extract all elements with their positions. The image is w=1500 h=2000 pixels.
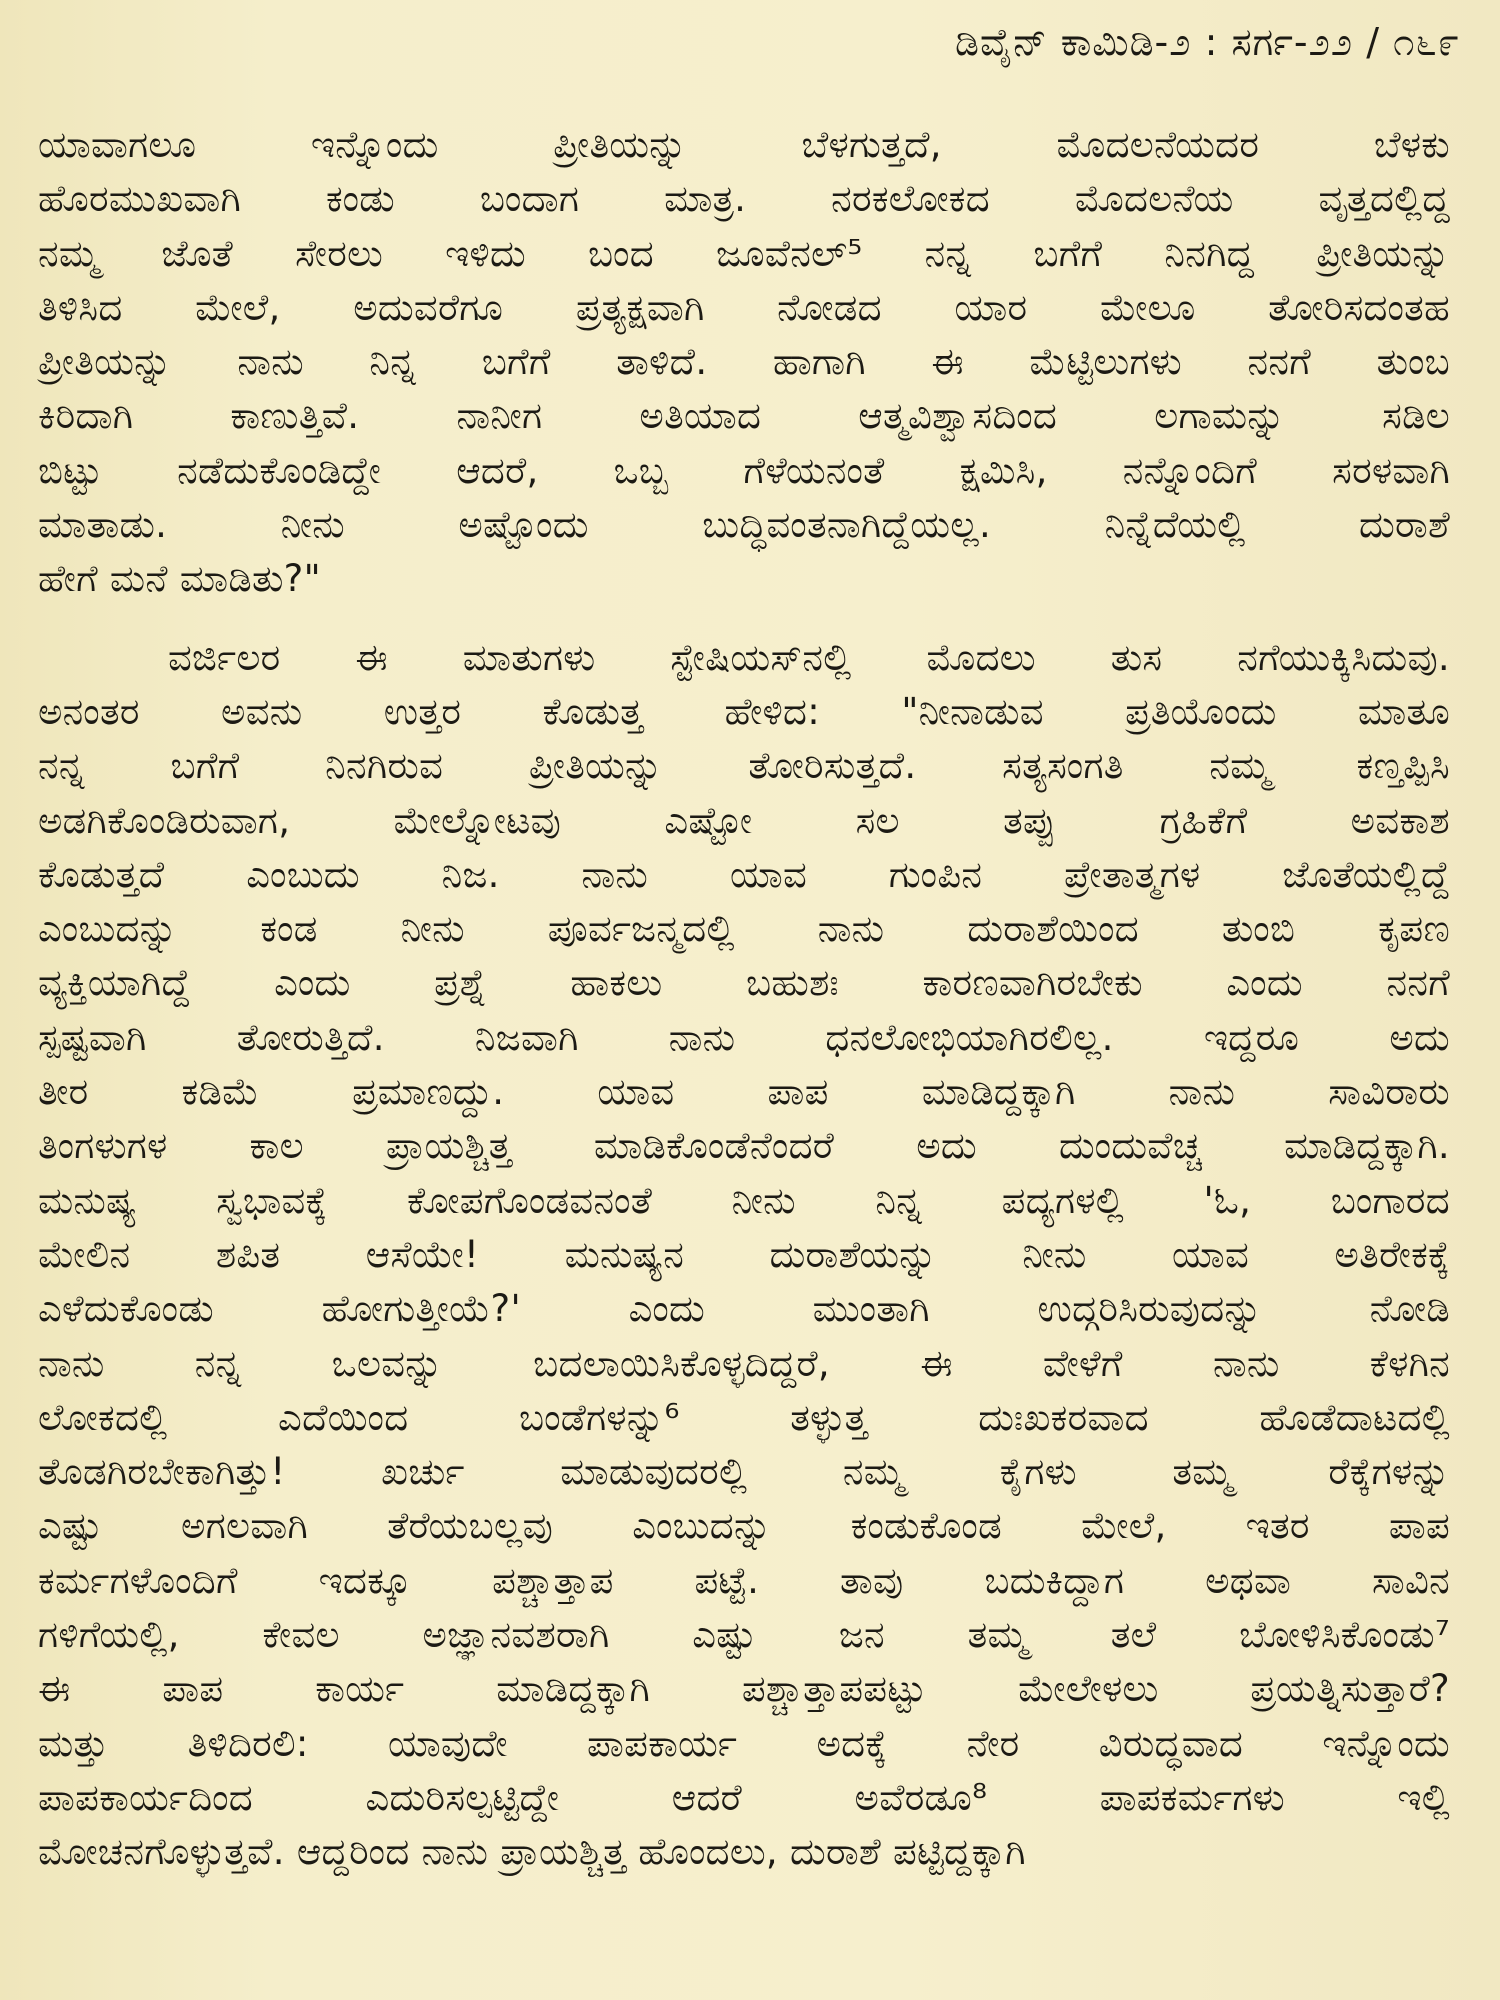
running-header: ಡಿವೈನ್ ಕಾಮಿಡಿ-೨ : ಸರ್ಗ-೨೨ / ೧೬೯ [955,20,1460,64]
text-line: ಹೊರಮುಖವಾಗಿ ಕಂಡು ಬಂದಾಗ ಮಾತ್ರ. ನರಕಲೋಕದ ಮೊದಲನೆಯ ವೃತ್ತದಲ್ಲಿದ್ದ [38,177,1450,221]
text-line: ಅನಂತರ ಅವನು ಉತ್ತರ ಕೊಡುತ್ತ ಹೇಳಿದ: "ನೀನಾಡುವ ಪ್ರತಿಯೊಂದು ಮಾತೂ [38,689,1450,733]
text-line: ತೀರ ಕಡಿಮೆ ಪ್ರಮಾಣದ್ದು. ಯಾವ ಪಾಪ ಮಾಡಿದ್ದಕ್ಕಾಗಿ ನಾನು ಸಾವಿರಾರು [38,1070,1450,1114]
text-line: ಮೇಲಿನ ಶಪಿತ ಆಸೆಯೇ! ಮನುಷ್ಯನ ದುರಾಶೆಯನ್ನು ನೀನು ಯಾವ ಅತಿರೇಕಕ್ಕೆ [38,1232,1450,1276]
text-line: ಪ್ರೀತಿಯನ್ನು ನಾನು ನಿನ್ನ ಬಗೆಗೆ ತಾಳಿದೆ. ಹಾಗಾಗಿ ಈ ಮೆಟ್ಟಿಲುಗಳು ನನಗೆ ತುಂಬ [38,340,1450,384]
text-line: ಅಡಗಿಕೊಂಡಿರುವಾಗ, ಮೇಲ್ನೋಟವು ಎಷ್ಟೋ ಸಲ ತಪ್ಪು ಗ್ರಹಿಕೆಗೆ ಅವಕಾಶ [38,798,1450,842]
text-line: ಯಾವಾಗಲೂ ಇನ್ನೊಂದು ಪ್ರೀತಿಯನ್ನು ಬೆಳಗುತ್ತದೆ, ಮೊದಲನೆಯದರ ಬೆಳಕು [38,123,1450,166]
text-line: ಮೋಚನಗೊಳ್ಳುತ್ತವೆ. ಆದ್ದರಿಂದ ನಾನು ಪ್ರಾಯಶ್ಚಿತ್ತ ಹೊಂದಲು, ದುರಾಶೆ ಪಟ್ಟಿದ್ದಕ್ಕಾಗಿ [38,1830,1026,1874]
paragraph-1 [38,118,1450,607]
text-line: ಹೇಗೆ ಮನೆ ಮಾಡಿತು?" [38,557,321,601]
text-line: ಮನುಷ್ಯ ಸ್ವಭಾವಕ್ಕೆ ಕೋಪಗೊಂಡವನಂತೆ ನೀನು ನಿನ್ನ ಪದ್ಯಗಳಲ್ಲಿ 'ಓ, ಬಂಗಾರದ [38,1178,1450,1222]
text-line: ಕಿರಿದಾಗಿ ಕಾಣುತ್ತಿವೆ. ನಾನೀಗ ಅತಿಯಾದ ಆತ್ಮವಿಶ್ವಾಸದಿಂದ ಲಗಾಮನ್ನು ಸಡಿಲ [38,394,1450,438]
text-line: ಕೊಡುತ್ತದೆ ಎಂಬುದು ನಿಜ. ನಾನು ಯಾವ ಗುಂಪಿನ ಪ್ರೇತಾತ್ಮಗಳ ಜೊತೆಯಲ್ಲಿದ್ದೆ [38,852,1450,896]
text-line: ಎಷ್ಟು ಅಗಲವಾಗಿ ತೆರೆಯಬಲ್ಲವು ಎಂಬುದನ್ನು ಕಂಡುಕೊಂಡ ಮೇಲೆ, ಇತರ ಪಾಪ [38,1504,1450,1548]
text-line: ಮತ್ತು ತಿಳಿದಿರಲಿ: ಯಾವುದೇ ಪಾಪಕಾರ್ಯ ಅದಕ್ಕೆ ನೇರ ವಿರುದ್ಧವಾದ ಇನ್ನೊಂದು [38,1721,1450,1765]
text-line: ಸ್ಪಷ್ಟವಾಗಿ ತೋರುತ್ತಿದೆ. ನಿಜವಾಗಿ ನಾನು ಧನಲೋಭಿಯಾಗಿರಲಿಲ್ಲ. ಇದ್ದರೂ ಅದು [38,1015,1450,1059]
page-body [38,118,1450,1880]
text-line: ವರ್ಜಿಲರ ಈ ಮಾತುಗಳು ಸ್ಟೇಷಿಯಸ್‌ನಲ್ಲಿ ಮೊದಲು ತುಸ ನಗೆಯುಕ್ಕಿಸಿದುವು. [168,635,1450,679]
text-line: ವ್ಯಕ್ತಿಯಾಗಿದ್ದೆ ಎಂದು ಪ್ರಶ್ನೆ ಹಾಕಲು ಬಹುಶಃ ಕಾರಣವಾಗಿರಬೇಕು ಎಂದು ನನಗೆ [38,961,1450,1005]
text-line: ನಮ್ಮ ಜೊತೆ ಸೇರಲು ಇಳಿದು ಬಂದ ಜೂವೆನಲ್⁵ ನನ್ನ ಬಗೆಗೆ ನಿನಗಿದ್ದ ಪ್ರೀತಿಯನ್ನು [38,231,1450,275]
paragraph-2 [38,631,1450,1880]
text-line: ಎಳೆದುಕೊಂಡು ಹೋಗುತ್ತೀಯೆ?' ಎಂದು ಮುಂತಾಗಿ ಉದ್ಗರಿಸಿರುವುದನ್ನು ನೋಡಿ [38,1287,1450,1331]
text-line: ತಿಳಿಸಿದ ಮೇಲೆ, ಅದುವರೆಗೂ ಪ್ರತ್ಯಕ್ಷವಾಗಿ ನೋಡದ ಯಾರ ಮೇಲೂ ತೋರಿಸದಂತಹ [38,285,1450,329]
text-line: ಎಂಬುದನ್ನು ಕಂಡ ನೀನು ಪೂರ್ವಜನ್ಮದಲ್ಲಿ ನಾನು ದುರಾಶೆಯಿಂದ ತುಂಬಿ ಕೃಪಣ [38,907,1450,951]
text-line: ಲೋಕದಲ್ಲಿ ಎದೆಯಿಂದ ಬಂಡೆಗಳನ್ನು⁶ ತಳ್ಳುತ್ತ ದುಃಖಕರವಾದ ಹೊಡೆದಾಟದಲ್ಲಿ [38,1395,1450,1439]
text-line: ತಿಂಗಳುಗಳ ಕಾಲ ಪ್ರಾಯಶ್ಚಿತ್ತ ಮಾಡಿಕೊಂಡೆನೆಂದರೆ ಅದು ದುಂದುವೆಚ್ಚ ಮಾಡಿದ್ದಕ್ಕಾಗಿ. [38,1124,1450,1168]
text-line: ಕರ್ಮಗಳೊಂದಿಗೆ ಇದಕ್ಕೂ ಪಶ್ಚಾತ್ತಾಪ ಪಟ್ಟೆ. ತಾವು ಬದುಕಿದ್ದಾಗ ಅಥವಾ ಸಾವಿನ [38,1558,1450,1602]
text-line: ಮಾತಾಡು. ನೀನು ಅಷ್ಟೊಂದು ಬುದ್ಧಿವಂತನಾಗಿದ್ದೆಯಲ್ಲ. ನಿನ್ನೆದೆಯಲ್ಲಿ ದುರಾಶೆ [38,503,1450,547]
text-line: ನಾನು ನನ್ನ ಒಲವನ್ನು ಬದಲಾಯಿಸಿಕೊಳ್ಳದಿದ್ದರೆ, ಈ ವೇಳೆಗೆ ನಾನು ಕೆಳಗಿನ [38,1341,1450,1385]
text-line: ಬಿಟ್ಟು ನಡೆದುಕೊಂಡಿದ್ದೇ ಆದರೆ, ಒಬ್ಬ ಗೆಳೆಯನಂತೆ ಕ್ಷಮಿಸಿ, ನನ್ನೊಂದಿಗೆ ಸರಳವಾಗಿ [38,448,1450,492]
text-line: ಗಳಿಗೆಯಲ್ಲಿ, ಕೇವಲ ಅಜ್ಞಾನವಶರಾಗಿ ಎಷ್ಟು ಜನ ತಮ್ಮ ತಲೆ ಬೋಳಿಸಿಕೊಂಡು⁷ [38,1613,1450,1657]
text-line: ನನ್ನ ಬಗೆಗೆ ನಿನಗಿರುವ ಪ್ರೀತಿಯನ್ನು ತೋರಿಸುತ್ತದೆ. ಸತ್ಯಸಂಗತಿ ನಮ್ಮ ಕಣ್ತಪ್ಪಿಸಿ [38,744,1450,788]
text-line: ಪಾಪಕಾರ್ಯದಿಂದ ಎದುರಿಸಲ್ಪಟ್ಟಿದ್ದೇ ಆದರೆ ಅವೆರಡೂ⁸ ಪಾಪಕರ್ಮಗಳು ಇಲ್ಲಿ [38,1775,1450,1819]
text-line: ತೊಡಗಿರಬೇಕಾಗಿತ್ತು! ಖರ್ಚು ಮಾಡುವುದರಲ್ಲಿ ನಮ್ಮ ಕೈಗಳು ತಮ್ಮ ರೆಕ್ಕೆಗಳನ್ನು [38,1450,1450,1494]
text-line: ಈ ಪಾಪ ಕಾರ್ಯ ಮಾಡಿದ್ದಕ್ಕಾಗಿ ಪಶ್ಚಾತ್ತಾಪಪಟ್ಟು ಮೇಲೇಳಲು ಪ್ರಯತ್ನಿಸುತ್ತಾರೆ? [38,1667,1450,1711]
